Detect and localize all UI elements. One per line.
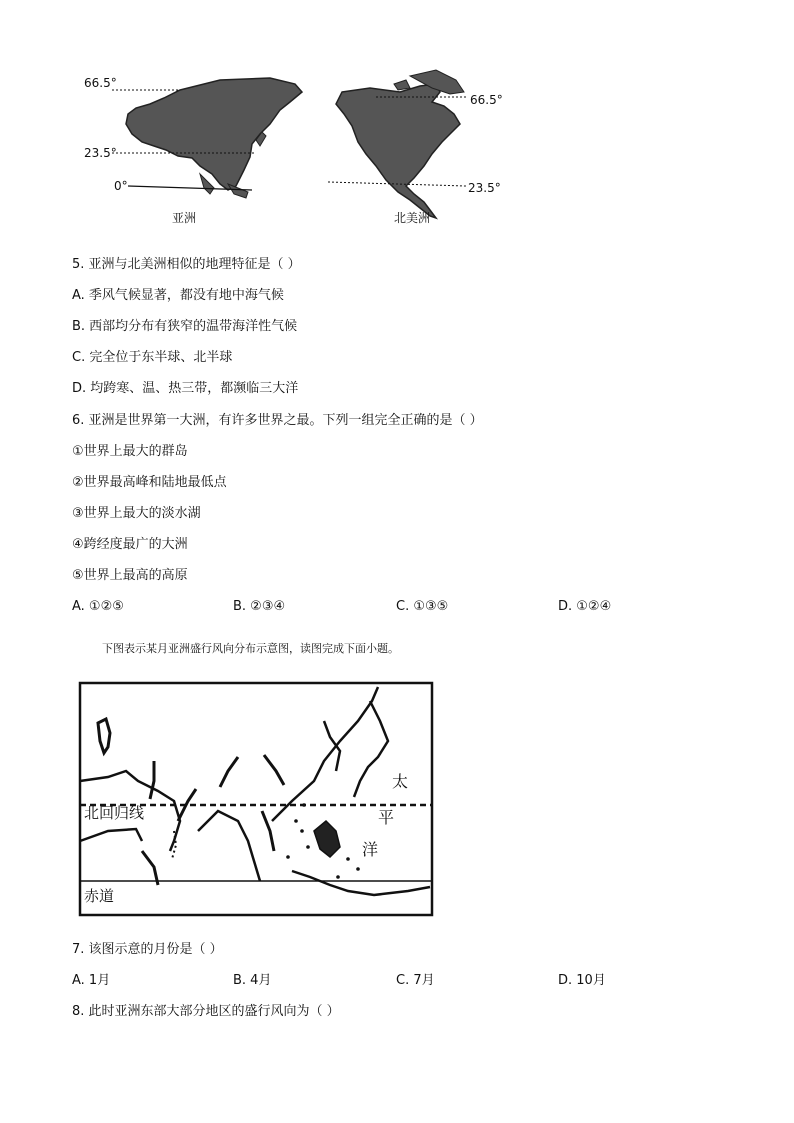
q5-stem: 5. 亚洲与北美洲相似的地理特征是（ ）	[72, 257, 301, 272]
na-lat-235: 23.5°	[468, 181, 501, 195]
q7-stem: 7. 该图示意的月份是（ ）	[72, 942, 223, 957]
q8-stem: 8. 此时亚洲东部大部分地区的盛行风向为（ ）	[72, 1004, 340, 1019]
asia-lat-665: 66.5°	[84, 76, 117, 90]
asia-label: 亚洲	[172, 211, 197, 225]
ocean-char-3: 洋	[362, 840, 379, 859]
q6-option-c[interactable]: C. ①③⑤	[396, 599, 449, 614]
asia-lat-235: 23.5°	[84, 146, 117, 160]
q5-option-c[interactable]: C. 完全位于东半球、北半球	[72, 350, 233, 365]
north-america-label: 北美洲	[394, 211, 431, 225]
q6-stem: 6. 亚洲是世界第一大洲，有许多世界之最。下列一组完全正确的是（ ）	[72, 413, 483, 428]
q6-item-2: ②世界最高峰和陆地最低点	[72, 475, 227, 490]
q5-option-d[interactable]: D. 均跨寒、温、热三带，都濒临三大洋	[72, 381, 299, 396]
q7-option-b[interactable]: B. 4月	[233, 973, 272, 988]
continents-figure	[80, 62, 520, 237]
ocean-char-2: 平	[378, 808, 395, 827]
ocean-char-1: 太	[392, 772, 409, 791]
na-lat-665: 66.5°	[470, 93, 503, 107]
figure-caption: 下图表示某月亚洲盛行风向分布示意图，读图完成下面小题。	[102, 642, 399, 655]
q6-item-4: ④跨经度最广的大洲	[72, 537, 188, 552]
north-america-map	[336, 84, 460, 218]
q6-option-a[interactable]: A. ①②⑤	[72, 599, 124, 614]
q7-option-a[interactable]: A. 1月	[72, 973, 111, 988]
asia-map	[126, 78, 302, 190]
q7-option-c[interactable]: C. 7月	[396, 973, 435, 988]
equator-label: 赤道	[84, 887, 115, 905]
q6-option-d[interactable]: D. ①②④	[558, 599, 612, 614]
asia-lat-0: 0°	[114, 179, 128, 193]
q7-option-d[interactable]: D. 10月	[558, 973, 606, 988]
q6-item-5: ⑤世界上最高的高原	[72, 568, 188, 583]
tropic-label: 北回归线	[84, 804, 145, 822]
q6-option-b[interactable]: B. ②③④	[233, 599, 286, 614]
q5-option-b[interactable]: B. 西部均分布有狭窄的温带海洋性气候	[72, 319, 298, 334]
wind-map-figure	[78, 681, 434, 917]
q6-item-1: ①世界上最大的群岛	[72, 444, 188, 459]
q6-item-3: ③世界上最大的淡水湖	[72, 506, 201, 521]
q5-option-a[interactable]: A. 季风气候显著，都没有地中海气候	[72, 288, 284, 303]
